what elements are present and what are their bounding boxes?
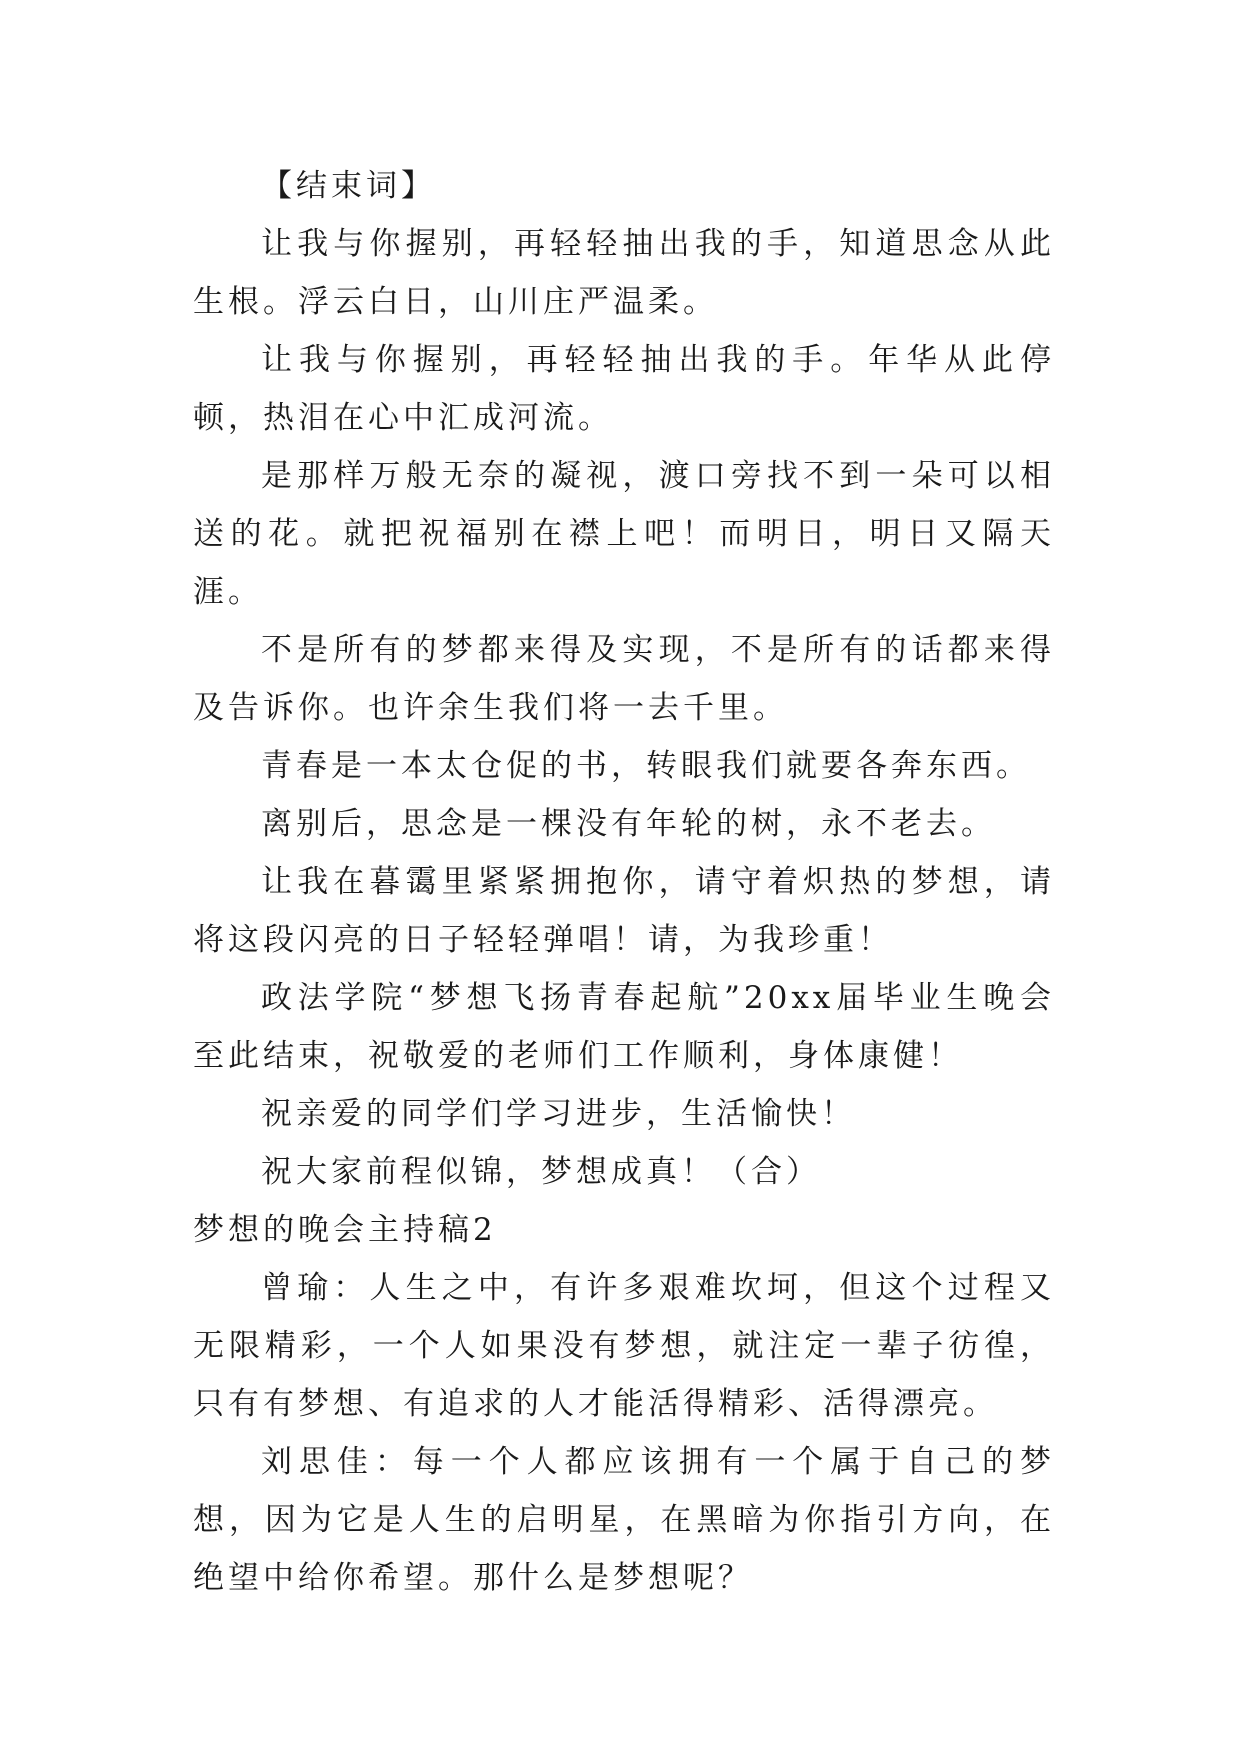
paragraph: 是那样万般无奈的凝视，渡口旁找不到一朵可以相送的花。就把祝福别在襟上吧！而明日，明日又隔天涯。 [193,458,1055,610]
section-heading-closing: 【结束词】 [261,168,436,204]
paragraph: 青春是一本太仓促的书，转眼我们就要各奔东西。 [261,748,1031,784]
paragraph: 政法学院“梦想飞扬青春起航”20xx届毕业生晚会至此结束，祝敬爱的老师们工作顺利，身体康健！ [193,980,1055,1074]
paragraph: 让我与你握别，再轻轻抽出我的手，知道思念从此生根。浮云白日，山川庄严温柔。 [193,226,1055,320]
section-title: 梦想的晚会主持稿2 [193,1212,497,1248]
paragraph: 曾瑜：人生之中，有许多艰难坎坷，但这个过程又无限精彩，一个人如果没有梦想，就注定一辈子彷徨，只有有梦想、有追求的人才能活得精彩、活得漂亮。 [193,1270,1055,1422]
paragraph: 刘思佳：每一个人都应该拥有一个属于自己的梦想，因为它是人生的启明星，在黑暗为你指引方向，在绝望中给你希望。那什么是梦想呢？ [193,1444,1055,1596]
paragraph: 祝亲爱的同学们学习进步，生活愉快！ [261,1096,856,1132]
document-body [193,157,1055,1607]
paragraph: 祝大家前程似锦，梦想成真！（合） [261,1154,821,1190]
paragraph: 离别后，思念是一棵没有年轮的树，永不老去。 [261,806,996,842]
paragraph: 让我与你握别，再轻轻抽出我的手。年华从此停顿，热泪在心中汇成河流。 [193,342,1055,436]
paragraph: 让我在暮霭里紧紧拥抱你，请守着炽热的梦想，请将这段闪亮的日子轻轻弹唱！请，为我珍重！ [193,864,1055,958]
paragraph: 不是所有的梦都来得及实现，不是所有的话都来得及告诉你。也许余生我们将一去千里。 [193,632,1055,726]
